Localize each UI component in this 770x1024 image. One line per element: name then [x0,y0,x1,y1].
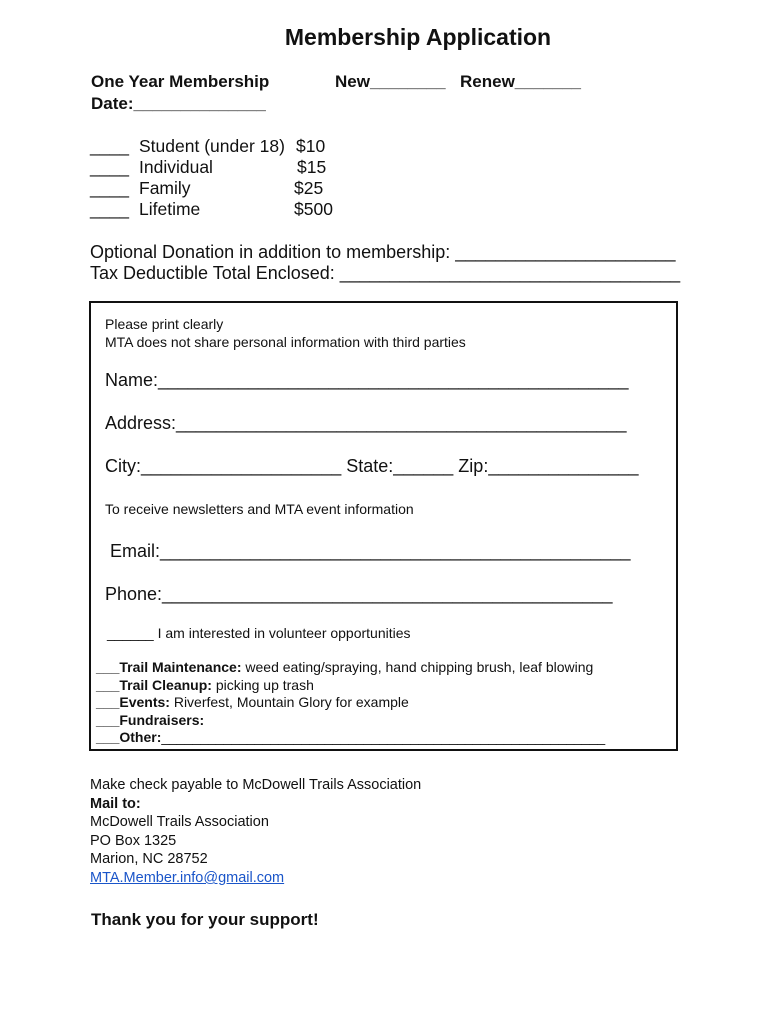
option-prefix: ___Trail Cleanup: [96,677,212,693]
privacy-note: MTA does not share personal information with third parties [105,334,466,350]
option-text: Riverfest, Mountain Glory for example [169,694,409,710]
volunteer-option-other[interactable] [96,729,605,745]
option-text: picking up trash [211,677,314,693]
contact-email-link[interactable]: MTA.Member.info@gmail.com [90,870,285,886]
city-state-zip: Marion, NC 28752 [90,851,208,867]
tier-price: $25 [294,178,324,198]
tier-checkbox-line[interactable]: ____ [90,136,129,156]
phone-field[interactable]: Phone:_____________________________________________ [105,584,613,604]
newsletter-note: To receive newsletters and MTA event information [105,501,414,517]
volunteer-option-events[interactable] [96,694,409,710]
tier-price: $500 [294,199,333,219]
total-enclosed-field[interactable]: Tax Deductible Total Enclosed: __________________________________ [90,263,681,283]
optional-donation-field[interactable]: Optional Donation in addition to membership: ______________________ [90,242,676,262]
one-year-membership-label: One Year Membership [91,72,270,91]
name-field[interactable]: Name:_______________________________________________ [105,370,629,390]
option-prefix: ___Fundraisers: [96,712,205,728]
address-field[interactable]: Address:_____________________________________________ [105,413,627,433]
personal-info-box [89,301,678,751]
volunteer-option-trail-maintenance[interactable] [96,659,593,675]
thank-you-note: Thank you for your support! [91,910,319,929]
tier-checkbox-line[interactable]: ____ [90,157,129,177]
tier-price: $10 [296,136,326,156]
city-state-zip-field[interactable]: City:____________________ State:______ Zip:_______________ [105,456,639,476]
volunteer-option-trail-cleanup[interactable] [96,677,314,693]
mail-to-label: Mail to: [90,796,141,812]
renew-field[interactable]: Renew_______ [460,72,581,91]
org-name: McDowell Trails Association [90,814,269,830]
print-clearly-note: Please print clearly [105,316,224,332]
option-text: weed eating/spraying, hand chipping brush, leaf blowing [241,659,594,675]
tier-name: Lifetime [139,199,201,219]
new-field[interactable]: New________ [335,72,446,91]
volunteer-option-fundraisers[interactable] [96,712,204,728]
tier-price: $15 [297,157,327,177]
volunteer-interest-line[interactable]: ______ I am interested in volunteer opportunities [107,625,411,641]
tier-name: Family [139,178,191,198]
option-prefix: ___Other: [96,729,162,745]
tier-checkbox-line[interactable]: ____ [90,178,129,198]
page-title: Membership Application [284,24,552,50]
check-payable-note: Make check payable to McDowell Trails Association [90,777,422,793]
tier-name: Individual [139,157,213,177]
date-field[interactable]: Date:______________ [91,94,266,113]
option-prefix: ___Trail Maintenance: [96,659,242,675]
email-field[interactable]: Email:_______________________________________________ [110,541,631,561]
tier-checkbox-line[interactable]: ____ [90,199,129,219]
option-prefix: ___Events: [96,694,170,710]
tier-name: Student (under 18) [139,136,285,156]
option-text: _________________________________________________________ [161,729,606,745]
po-box: PO Box 1325 [90,833,177,849]
